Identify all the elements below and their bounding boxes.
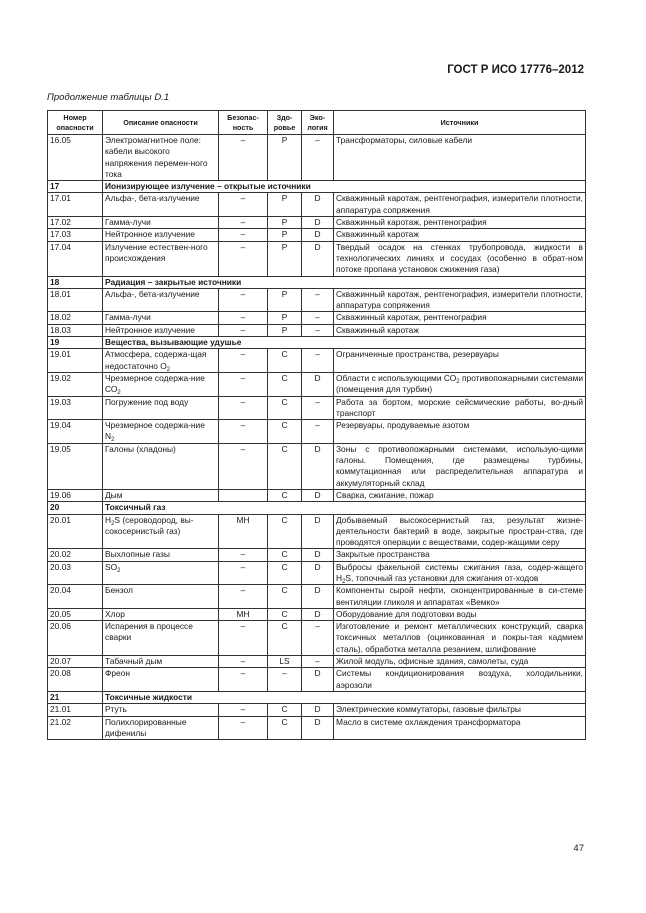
table-row [48,656,586,668]
health-cell: С [268,514,302,549]
table-row [48,372,586,396]
health-cell: С [268,372,302,396]
table-row [48,621,586,656]
ecology-cell: D [302,585,334,609]
description-subscript: 2 [111,520,115,527]
hazard-number: 20.07 [48,656,103,668]
section-number: 19 [48,337,103,349]
health-cell: – [268,668,302,692]
ecology-cell: D [302,217,334,229]
sources-cell: Работа за бортом, морские сейсмические работы, во-дный транспорт [334,396,586,420]
section-row [48,181,586,193]
description-text: H [105,514,112,525]
health-cell: С [268,396,302,420]
description-text: Хлор [105,608,125,619]
col-header-sources: Источники [334,111,586,135]
health-cell: Р [268,241,302,276]
ecology-cell: D [302,372,334,396]
section-row [48,502,586,514]
health-cell: Р [268,135,302,181]
hazard-number: 20.01 [48,514,103,549]
health-cell: Р [268,217,302,229]
safety-cell: – [219,716,268,740]
hazard-description [103,443,219,489]
table-row [48,716,586,740]
ecology-cell: D [302,668,334,692]
sources-cell [334,561,586,585]
section-title: Вещества, вызывающие удушье [103,337,586,349]
table-row [48,229,586,241]
ecology-cell: – [302,324,334,336]
hazard-number: 19.02 [48,372,103,396]
ecology-cell: D [302,193,334,217]
safety-cell: – [219,135,268,181]
sources-cell: Масло в системе охлаждения трансформатора [334,716,586,740]
description-text: S (сероводород, вы-сокосернистый газ) [105,514,194,536]
document-header: ГОСТ Р ИСО 17776–2012 [447,64,584,76]
section-row [48,337,586,349]
description-text: Ртуть [105,704,127,715]
ecology-cell: D [302,549,334,561]
sources-text: Выбросы факельной системы сжигания газа, содер-жащего Н [336,561,583,583]
hazard-description [103,135,219,181]
table-row [48,217,586,229]
health-cell: С [268,561,302,585]
hazard-number: 16.05 [48,135,103,181]
hazard-description [103,229,219,241]
sources-cell: Скважинный каротаж [334,229,586,241]
safety-cell: – [219,656,268,668]
health-cell: Р [268,193,302,217]
ecology-cell: – [302,396,334,420]
table-row [48,514,586,549]
sources-text: Области с использующими СО [336,372,457,383]
description-subscript: 2 [166,366,171,373]
sources-text: противопожарными системами (помещения для турбин) [336,372,584,395]
section-title: Токсичные жидкости [103,691,586,703]
section-title: Токсичный газ [103,502,586,514]
description-text: Фреон [105,668,130,679]
health-cell: Р [268,229,302,241]
description-subscript: 2 [117,390,121,397]
hazard-description [103,241,219,276]
hazard-number: 20.04 [48,585,103,609]
table-row [48,561,586,585]
sources-cell: Скважинный каротаж [334,324,586,336]
ecology-cell: – [302,420,334,444]
hazard-number: 17.01 [48,193,103,217]
ecology-cell: D [302,489,334,501]
description-subscript: 2 [117,567,121,574]
sources-text: S, топочный газ установки для сжигания от-ходов [345,572,539,583]
sources-cell: Сварка, сжигание, пожар [334,489,586,501]
table-row [48,241,586,276]
table-row [48,443,586,489]
safety-cell: – [219,420,268,444]
description-text: Альфа-, бета-излучение [105,288,200,299]
sources-cell: Оборудование для подготовки воды [334,608,586,620]
safety-cell: – [219,217,268,229]
table-header-row [48,111,586,135]
hazard-description [103,349,219,373]
description-text: Чрезмерное содержа-ние N [105,420,205,442]
hazard-number: 19.06 [48,489,103,501]
hazard-number: 17.02 [48,217,103,229]
sources-cell: Резервуары, продуваемые азотом [334,420,586,444]
hazard-description [103,288,219,312]
health-cell: Р [268,288,302,312]
safety-cell: – [219,288,268,312]
sources-subscript: 2 [456,378,460,385]
safety-cell: – [219,229,268,241]
safety-cell: – [219,585,268,609]
table-caption: Продолжение таблицы D.1 [47,92,170,103]
health-cell: Р [268,312,302,324]
hazard-description [103,396,219,420]
description-text: Альфа-, бета-излучение [105,193,200,204]
table-row [48,288,586,312]
health-cell: С [268,349,302,373]
table-row [48,608,586,620]
description-text: Электромагнитное поле: кабели высокого напряжения перемен-ного тока [105,135,208,179]
hazard-description [103,324,219,336]
sources-cell: Скважинный каротаж, рентгенография [334,312,586,324]
ecology-cell: D [302,514,334,549]
safety-cell: – [219,621,268,656]
health-cell: С [268,489,302,501]
description-text: Нейтронное излучение [105,324,195,335]
sources-cell: Скважинный каротаж, рентгенография, измерители плотности, аппаратура сопряжения [334,193,586,217]
safety-cell: МН [219,608,268,620]
ecology-cell: – [302,288,334,312]
hazard-description [103,716,219,740]
col-header-health: Здо-ровье [268,111,302,135]
table-row [48,668,586,692]
ecology-cell: D [302,716,334,740]
health-cell: С [268,704,302,716]
hazard-number: 20.02 [48,549,103,561]
hazard-description [103,312,219,324]
hazard-number: 20.08 [48,668,103,692]
sources-cell: Электрические коммутаторы, газовые фильтры [334,704,586,716]
hazard-number: 19.04 [48,420,103,444]
description-subscript: 2 [111,437,115,444]
ecology-cell: – [302,135,334,181]
ecology-cell: D [302,443,334,489]
section-title: Ионизирующее излучение – открытые источники [103,181,586,193]
health-cell: С [268,585,302,609]
hazard-number: 20.03 [48,561,103,585]
hazard-description [103,549,219,561]
safety-cell: – [219,193,268,217]
health-cell: С [268,608,302,620]
hazard-number: 21.02 [48,716,103,740]
table-row [48,585,586,609]
sources-subscript: 2 [342,578,346,585]
safety-cell: – [219,324,268,336]
health-cell: Р [268,324,302,336]
safety-cell: – [219,443,268,489]
description-text: Дым [105,489,123,500]
sources-cell: Закрытые пространства [334,549,586,561]
section-number: 17 [48,181,103,193]
hazard-description [103,420,219,444]
hazard-number: 20.05 [48,608,103,620]
safety-cell: МН [219,514,268,549]
safety-cell: – [219,372,268,396]
hazard-number: 19.01 [48,349,103,373]
health-cell: С [268,549,302,561]
health-cell: С [268,621,302,656]
hazard-description [103,668,219,692]
description-text: Табачный дым [105,656,163,667]
col-header-number: Номер опасности [48,111,103,135]
sources-cell: Зоны с противопожарными системами, использую-щими галоны. Помещения, где размещены турбины, коммутационная или распределительная аппаратура и аккумуляторный склад [334,443,586,489]
description-text: Испарения в процессе сварки [105,621,193,643]
hazard-number: 19.03 [48,396,103,420]
hazard-description [103,656,219,668]
hazard-number: 17.03 [48,229,103,241]
table-row [48,396,586,420]
sources-cell: Изготовление и ремонт металлических конструкций, сварка токсичных металлов (оцинкованная и покры-тая кадмием сталь), обработка металла резанием, шлифование [334,621,586,656]
table-row [48,704,586,716]
health-cell: LS [268,656,302,668]
hazard-number: 20.06 [48,621,103,656]
hazard-number: 17.04 [48,241,103,276]
description-text: Нейтронное излучение [105,229,195,240]
safety-cell: – [219,549,268,561]
ecology-cell: – [302,621,334,656]
description-text: Гамма-лучи [105,217,151,228]
hazard-table [47,110,586,740]
section-title: Радиация – закрытые источники [103,276,586,288]
ecology-cell: D [302,561,334,585]
description-text: Полихлорированные дифенилы [105,716,187,738]
page-number: 47 [573,843,584,854]
sources-cell: Жилой модуль, офисные здания, самолеты, суда [334,656,586,668]
ecology-cell: – [302,656,334,668]
section-number: 21 [48,691,103,703]
table-row [48,312,586,324]
safety-cell [219,489,268,501]
safety-cell: – [219,396,268,420]
sources-cell: Скважинный каротаж, рентгенография [334,217,586,229]
hazard-number: 18.01 [48,288,103,312]
hazard-description [103,217,219,229]
hazard-number: 18.02 [48,312,103,324]
sources-cell: Компоненты сырой нефти, сконцентрированные в си-стеме вентиляции гликоля и аппаратах «Вемко» [334,585,586,609]
hazard-description [103,561,219,585]
table-row [48,135,586,181]
ecology-cell: – [302,349,334,373]
ecology-cell: D [302,704,334,716]
description-text: Излучение естествен-ного происхождения [105,241,208,263]
hazard-description [103,193,219,217]
hazard-description [103,514,219,549]
section-row [48,276,586,288]
safety-cell: – [219,561,268,585]
ecology-cell: D [302,241,334,276]
description-text: Галоны (хладоны) [105,443,176,454]
description-text: SO [105,561,118,572]
description-text: Погружение под воду [105,396,189,407]
table-row [48,489,586,501]
sources-cell: Твердый осадок на стенках трубопровода, жидкости в технологических линиях и сосудах (особенно в обрат-ном потоке пропана установок сжижения газа) [334,241,586,276]
description-text: Выхлопные газы [105,549,170,560]
sources-cell: Трансформаторы, силовые кабели [334,135,586,181]
ecology-cell: D [302,608,334,620]
ecology-cell: D [302,229,334,241]
table-row [48,420,586,444]
sources-cell: Скважинный каротаж, рентгенография, измерители плотности, аппаратура сопряжения [334,288,586,312]
safety-cell: – [219,241,268,276]
health-cell: С [268,716,302,740]
hazard-number: 19.05 [48,443,103,489]
safety-cell: – [219,349,268,373]
table-row [48,349,586,373]
safety-cell: – [219,312,268,324]
health-cell: С [268,420,302,444]
table-row [48,549,586,561]
hazard-description [103,585,219,609]
hazard-description [103,704,219,716]
description-text: Бензол [105,585,133,596]
description-text: Гамма-лучи [105,312,151,323]
description-text: Чрезмерное содержа-ние СО [105,372,205,395]
ecology-cell: – [302,312,334,324]
health-cell: С [268,443,302,489]
hazard-number: 18.03 [48,324,103,336]
sources-cell: Системы кондиционирования воздуха, холодильники, аэрозоли [334,668,586,692]
section-number: 20 [48,502,103,514]
sources-cell: Добываемый высокосернистый газ, результат жизне-деятельности бактерий в воде, закрытые простран-ства, где проводятся операции с веществами, содер-жащими серу [334,514,586,549]
section-number: 18 [48,276,103,288]
col-header-description: Описание опасности [103,111,219,135]
hazard-description [103,372,219,396]
table-row [48,193,586,217]
description-text: Атмосфера, содержа-щая недостаточно О [105,349,207,371]
safety-cell: – [219,704,268,716]
hazard-description [103,489,219,501]
sources-cell [334,372,586,396]
col-header-ecology: Эко-логия [302,111,334,135]
section-row [48,691,586,703]
hazard-number: 21.01 [48,704,103,716]
hazard-description [103,621,219,656]
hazard-description [103,608,219,620]
safety-cell: – [219,668,268,692]
sources-cell: Ограниченные пространства, резервуары [334,349,586,373]
col-header-safety: Безопас-ность [219,111,268,135]
table-row [48,324,586,336]
